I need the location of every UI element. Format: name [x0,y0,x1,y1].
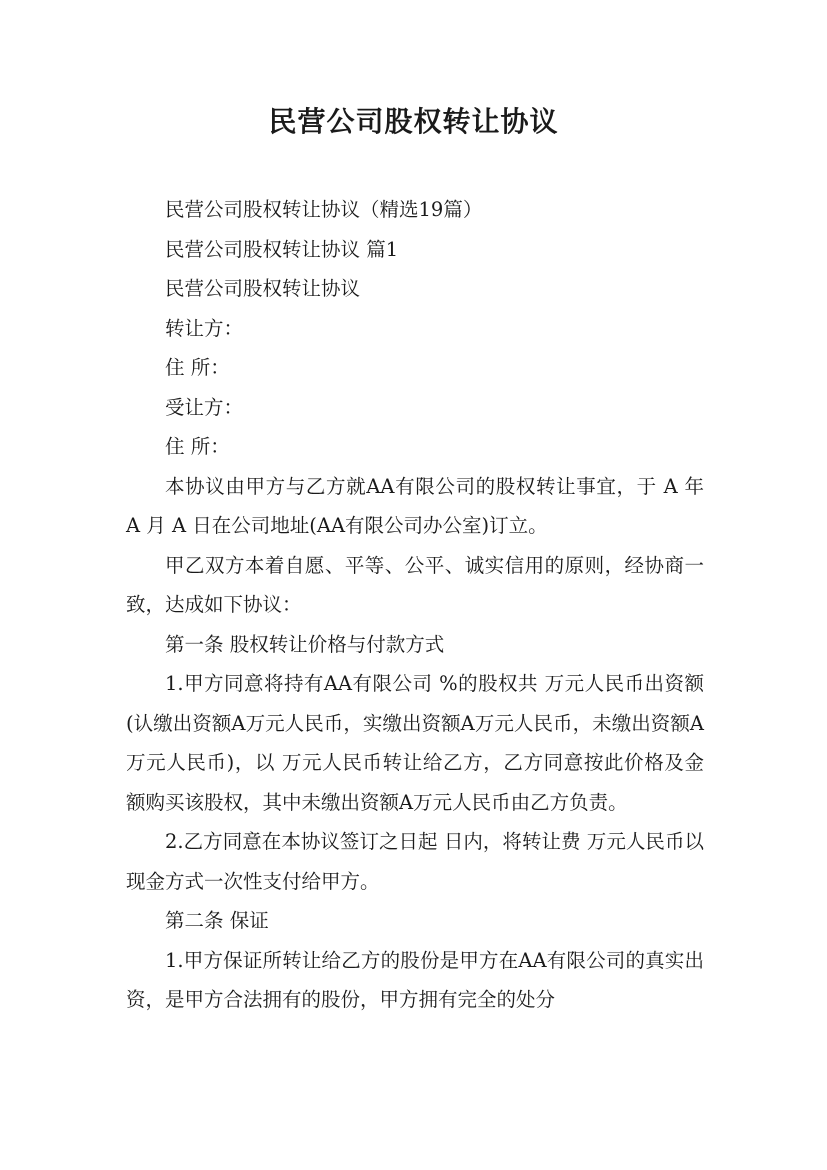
paragraph: 本协议由甲方与乙方就AA有限公司的股权转让事宜，于 A 年 A 月 A 日在公司地址(AA有限公司办公室)订立。 [126,474,704,537]
paragraph: 2.乙方同意在本协议签订之日起 日内，将转让费 万元人民币以现金方式一次性支付给甲方。 [126,830,704,893]
section-heading: 第一条 股权转让价格与付款方式 [165,632,445,656]
section-heading: 第二条 保证 [165,909,269,932]
paragraph: 1.甲方同意将持有AA有限公司 %的股权共 万元人民币出资额(认缴出资额A万元人民币，实缴出资额A万元人民币，未缴出资额A万元人民币)，以 万元人民币转让给乙方，乙方同意按此价格及金额购买该股权，其中未缴出资额A万元人民币由乙方负责。 [126,672,704,814]
paragraph: 住 所： [165,356,230,379]
paragraph: 住 所： [165,435,230,458]
paragraph: 民营公司股权转让协议 [165,277,361,300]
paragraph: 民营公司股权转让协议 篇1 [165,237,399,261]
paragraph: 民营公司股权转让协议（精选19篇） [165,198,483,221]
paragraph: 转让方： [165,316,244,340]
paragraph: 受让方： [165,395,244,419]
document-body [126,190,704,1020]
document-title: 民营公司股权转让协议 [268,105,559,138]
paragraph: 1.甲方保证所转让给乙方的股份是甲方在AA有限公司的真实出资，是甲方合法拥有的股份，甲方拥有完全的处分 [126,948,704,1011]
paragraph: 甲乙双方本着自愿、平等、公平、诚实信用的原则，经协商一致，达成如下协议： [126,553,704,616]
